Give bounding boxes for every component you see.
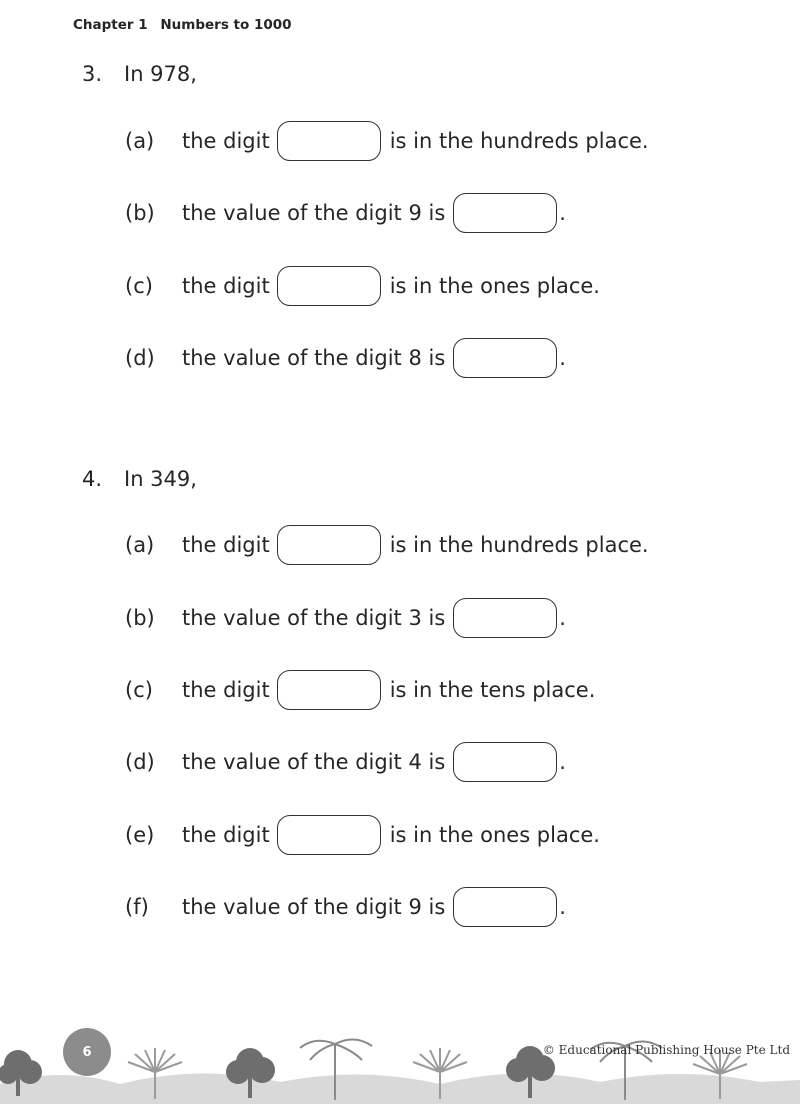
item-label: (a) — [125, 533, 155, 557]
footer-tree-illustration — [0, 1024, 800, 1104]
question-4a — [125, 523, 649, 567]
question-number: 3. — [82, 62, 103, 86]
question-3a — [125, 119, 649, 163]
chapter-label: Chapter 1 — [73, 17, 148, 33]
question-4f — [125, 885, 566, 929]
answer-box[interactable] — [453, 887, 557, 927]
copyright-notice: © Educational Publishing House Pte Ltd — [542, 1043, 790, 1057]
answer-box[interactable] — [453, 598, 557, 638]
item-text-after: is in the tens place. — [389, 678, 596, 702]
item-label: (b) — [125, 606, 155, 630]
item-label: (d) — [125, 346, 155, 370]
item-text-before: the value of the digit 9 is — [182, 895, 446, 919]
question-4e — [125, 813, 600, 857]
item-text-before: the digit — [182, 533, 270, 557]
item-text-before: the digit — [182, 274, 270, 298]
item-label: (e) — [125, 823, 155, 847]
item-text-after: . — [559, 750, 566, 774]
page-number: 6 — [82, 1044, 92, 1060]
item-label: (d) — [125, 750, 155, 774]
answer-box[interactable] — [277, 121, 381, 161]
item-text-before: the value of the digit 8 is — [182, 346, 446, 370]
item-text-after: . — [559, 895, 566, 919]
question-4c — [125, 668, 595, 712]
item-text-before: the value of the digit 4 is — [182, 750, 446, 774]
answer-box[interactable] — [453, 193, 557, 233]
answer-box[interactable] — [277, 266, 381, 306]
question-stem: In 349, — [124, 467, 197, 491]
item-text-after: . — [559, 346, 566, 370]
item-text-before: the digit — [182, 823, 270, 847]
answer-box[interactable] — [277, 815, 381, 855]
question-stem: In 978, — [124, 62, 197, 86]
chapter-header — [73, 17, 292, 33]
item-label: (a) — [125, 129, 155, 153]
answer-box[interactable] — [277, 525, 381, 565]
item-text-after: is in the hundreds place. — [389, 533, 649, 557]
item-text-before: the value of the digit 3 is — [182, 606, 446, 630]
page-number-badge — [63, 1028, 111, 1076]
answer-box[interactable] — [453, 742, 557, 782]
question-4b — [125, 596, 566, 640]
item-text-before: the digit — [182, 129, 270, 153]
item-text-before: the value of the digit 9 is — [182, 201, 446, 225]
answer-box[interactable] — [453, 338, 557, 378]
question-3d — [125, 336, 566, 380]
item-text-after: . — [559, 201, 566, 225]
question-4d — [125, 740, 566, 784]
item-label: (b) — [125, 201, 155, 225]
item-text-after: is in the ones place. — [389, 274, 600, 298]
answer-box[interactable] — [277, 670, 381, 710]
question-3c — [125, 264, 600, 308]
item-text-after: . — [559, 606, 566, 630]
item-text-before: the digit — [182, 678, 270, 702]
item-label: (c) — [125, 678, 153, 702]
item-text-after: is in the ones place. — [389, 823, 600, 847]
question-3b — [125, 191, 566, 235]
item-text-after: is in the hundreds place. — [389, 129, 649, 153]
question-3-heading — [82, 62, 197, 86]
question-4-heading — [82, 467, 197, 491]
question-number: 4. — [82, 467, 103, 491]
chapter-title: Numbers to 1000 — [160, 17, 292, 33]
item-label: (f) — [125, 895, 149, 919]
item-label: (c) — [125, 274, 153, 298]
